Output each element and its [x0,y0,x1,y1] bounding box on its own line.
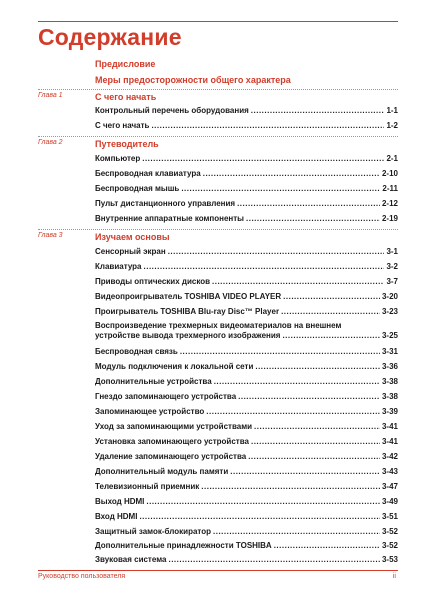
toc-entry[interactable] [95,512,398,525]
entry-page: 3-52 [381,527,398,536]
entry-page: 3-53 [381,555,398,564]
leader-dots [237,199,380,208]
entry-text: Дополнительный модуль памяти [95,467,229,476]
leader-dots [180,347,380,356]
entry-page: 1-1 [386,106,398,115]
toc-entry[interactable] [95,121,398,134]
entry-text: Защитный замок-блокиратор [95,527,211,536]
leader-dots [139,512,380,521]
toc-entry[interactable] [95,437,398,450]
entry-text: Дополнительные принадлежности TOSHIBA [95,541,272,550]
entry-text: Запоминающее устройство [95,407,205,416]
toc-entry[interactable] [95,392,398,405]
chapter-title-link[interactable]: Путеводитель [95,139,159,149]
entry-text: Дополнительные устройства [95,377,212,386]
toc-entry[interactable] [95,169,398,182]
entry-page: 3-51 [381,512,398,521]
entry-text-line1: Воспроизведение трехмерных видеоматериалов на внешнем [95,321,342,330]
entry-page: 2-12 [381,199,398,208]
toc-entry[interactable] [95,347,398,360]
chapter-divider [38,229,398,230]
toc-entry[interactable] [95,497,398,510]
entry-page: 3-2 [386,262,398,271]
entry-page: 3-1 [386,247,398,256]
entry-text: С чего начать [95,121,150,130]
entry-page: 3-38 [381,377,398,386]
entry-text: Внутренние аппаратные компоненты [95,214,244,223]
toc-entry[interactable] [95,199,398,212]
leader-dots [181,184,380,193]
entry-page: 3-41 [381,437,398,446]
leader-dots [254,422,380,431]
entry-page: 2-1 [386,154,398,163]
chapter-title-link[interactable]: Изучаем основы [95,232,170,242]
leader-dots [246,214,380,223]
leader-dots [238,392,380,401]
toc-entry[interactable] [95,362,398,375]
entry-page: 2-19 [381,214,398,223]
entry-page: 2-10 [381,169,398,178]
toc-entry[interactable] [95,262,398,275]
leader-dots [214,377,380,386]
entry-page: 3-43 [381,467,398,476]
entry-page: 3-7 [386,277,398,286]
leader-dots [274,541,380,550]
entry-text: Беспроводная мышь [95,184,180,193]
entry-page: 3-25 [381,331,398,340]
leader-dots [213,527,380,536]
leader-dots [206,407,380,416]
leader-dots [248,452,380,461]
chapter-divider [38,89,398,90]
entry-text: Видеопроигрыватель TOSHIBA VIDEO PLAYER [95,292,282,301]
entry-page: 3-42 [381,452,398,461]
leader-dots [282,331,380,341]
entry-page: 2-11 [382,184,398,193]
entry-text: Беспроводная клавиатура [95,169,201,178]
entry-page: 3-23 [381,307,398,316]
entry-text: Проигрыватель TOSHIBA Blu-ray Disc™ Player [95,307,280,316]
toc-entry[interactable] [95,277,398,290]
toc-entry-two-line[interactable] [95,321,398,341]
toc-link-safety[interactable]: Меры предосторожности общего характера [95,75,291,85]
entry-text: Гнездо запоминающего устройства [95,392,237,401]
leader-dots [283,292,380,301]
chapter-label: Глава 1 [38,92,63,99]
entry-text: Выход HDMI [95,497,145,506]
entry-text: Установка запоминающего устройства [95,437,249,446]
footer-rule [38,570,398,571]
entry-text: Клавиатура [95,262,142,271]
header-rule [38,21,398,22]
toc-entry[interactable] [95,407,398,420]
entry-page: 3-39 [381,407,398,416]
toc-entry[interactable] [95,482,398,495]
leader-dots [281,307,380,316]
entry-text: Удаление запоминающего устройства [95,452,247,461]
chapter-label: Глава 2 [38,139,63,146]
toc-entry[interactable] [95,422,398,435]
leader-dots [212,277,384,286]
toc-entry[interactable] [95,541,398,554]
entry-text: Звуковая система [95,555,167,564]
toc-entry[interactable] [95,555,398,568]
toc-entry[interactable] [95,292,398,305]
entry-text: Вход HDMI [95,512,138,521]
footer-title: Руководство пользователя [38,573,126,580]
leader-dots [251,437,380,446]
entry-text: Пульт дистанционного управления [95,199,236,208]
entry-text: Компьютер [95,154,141,163]
toc-entry[interactable] [95,214,398,227]
entry-page: 3-47 [381,482,398,491]
leader-dots [151,121,384,130]
toc-entry[interactable] [95,467,398,480]
leader-dots [255,362,380,371]
leader-dots [203,169,380,178]
entry-page: 3-20 [381,292,398,301]
chapter-label: Глава 3 [38,232,63,239]
chapter-divider [38,136,398,137]
leader-dots [251,106,385,115]
page-title: Содержание [38,24,182,50]
toc-entry[interactable] [95,154,398,167]
entry-text: Сенсорный экран [95,247,166,256]
entry-page: 3-49 [381,497,398,506]
toc-entry[interactable] [95,527,398,540]
toc-link-preface[interactable]: Предисловие [95,59,156,69]
leader-dots [168,555,380,564]
leader-dots [201,482,380,491]
leader-dots [168,247,385,256]
leader-dots [230,467,380,476]
entry-text: Приводы оптических дисков [95,277,211,286]
entry-text: Беспроводная связь [95,347,178,356]
entry-text: Телевизионный приемник [95,482,200,491]
entry-text-line2: устройстве вывода трехмерного изображения [95,331,281,340]
entry-page: 3-52 [381,541,398,550]
entry-page: 3-38 [381,392,398,401]
toc-entry[interactable] [95,106,398,119]
entry-text: Уход за запоминающими устройствами [95,422,253,431]
page-number: ii [392,573,396,580]
leader-dots [146,497,380,506]
entry-page: 1-2 [386,121,398,130]
toc-entry[interactable] [95,377,398,390]
toc-entry[interactable] [95,247,398,260]
leader-dots [142,154,384,163]
toc-entry[interactable] [95,452,398,465]
entry-text: Модуль подключения к локальной сети [95,362,254,371]
toc-entry[interactable] [95,307,398,320]
chapter-title-link[interactable]: С чего начать [95,92,157,102]
leader-dots [144,262,385,271]
entry-page: 3-36 [381,362,398,371]
toc-entry[interactable] [95,184,398,197]
entry-text: Контрольный перечень оборудования [95,106,249,115]
entry-page: 3-41 [381,422,398,431]
entry-page: 3-31 [381,347,398,356]
